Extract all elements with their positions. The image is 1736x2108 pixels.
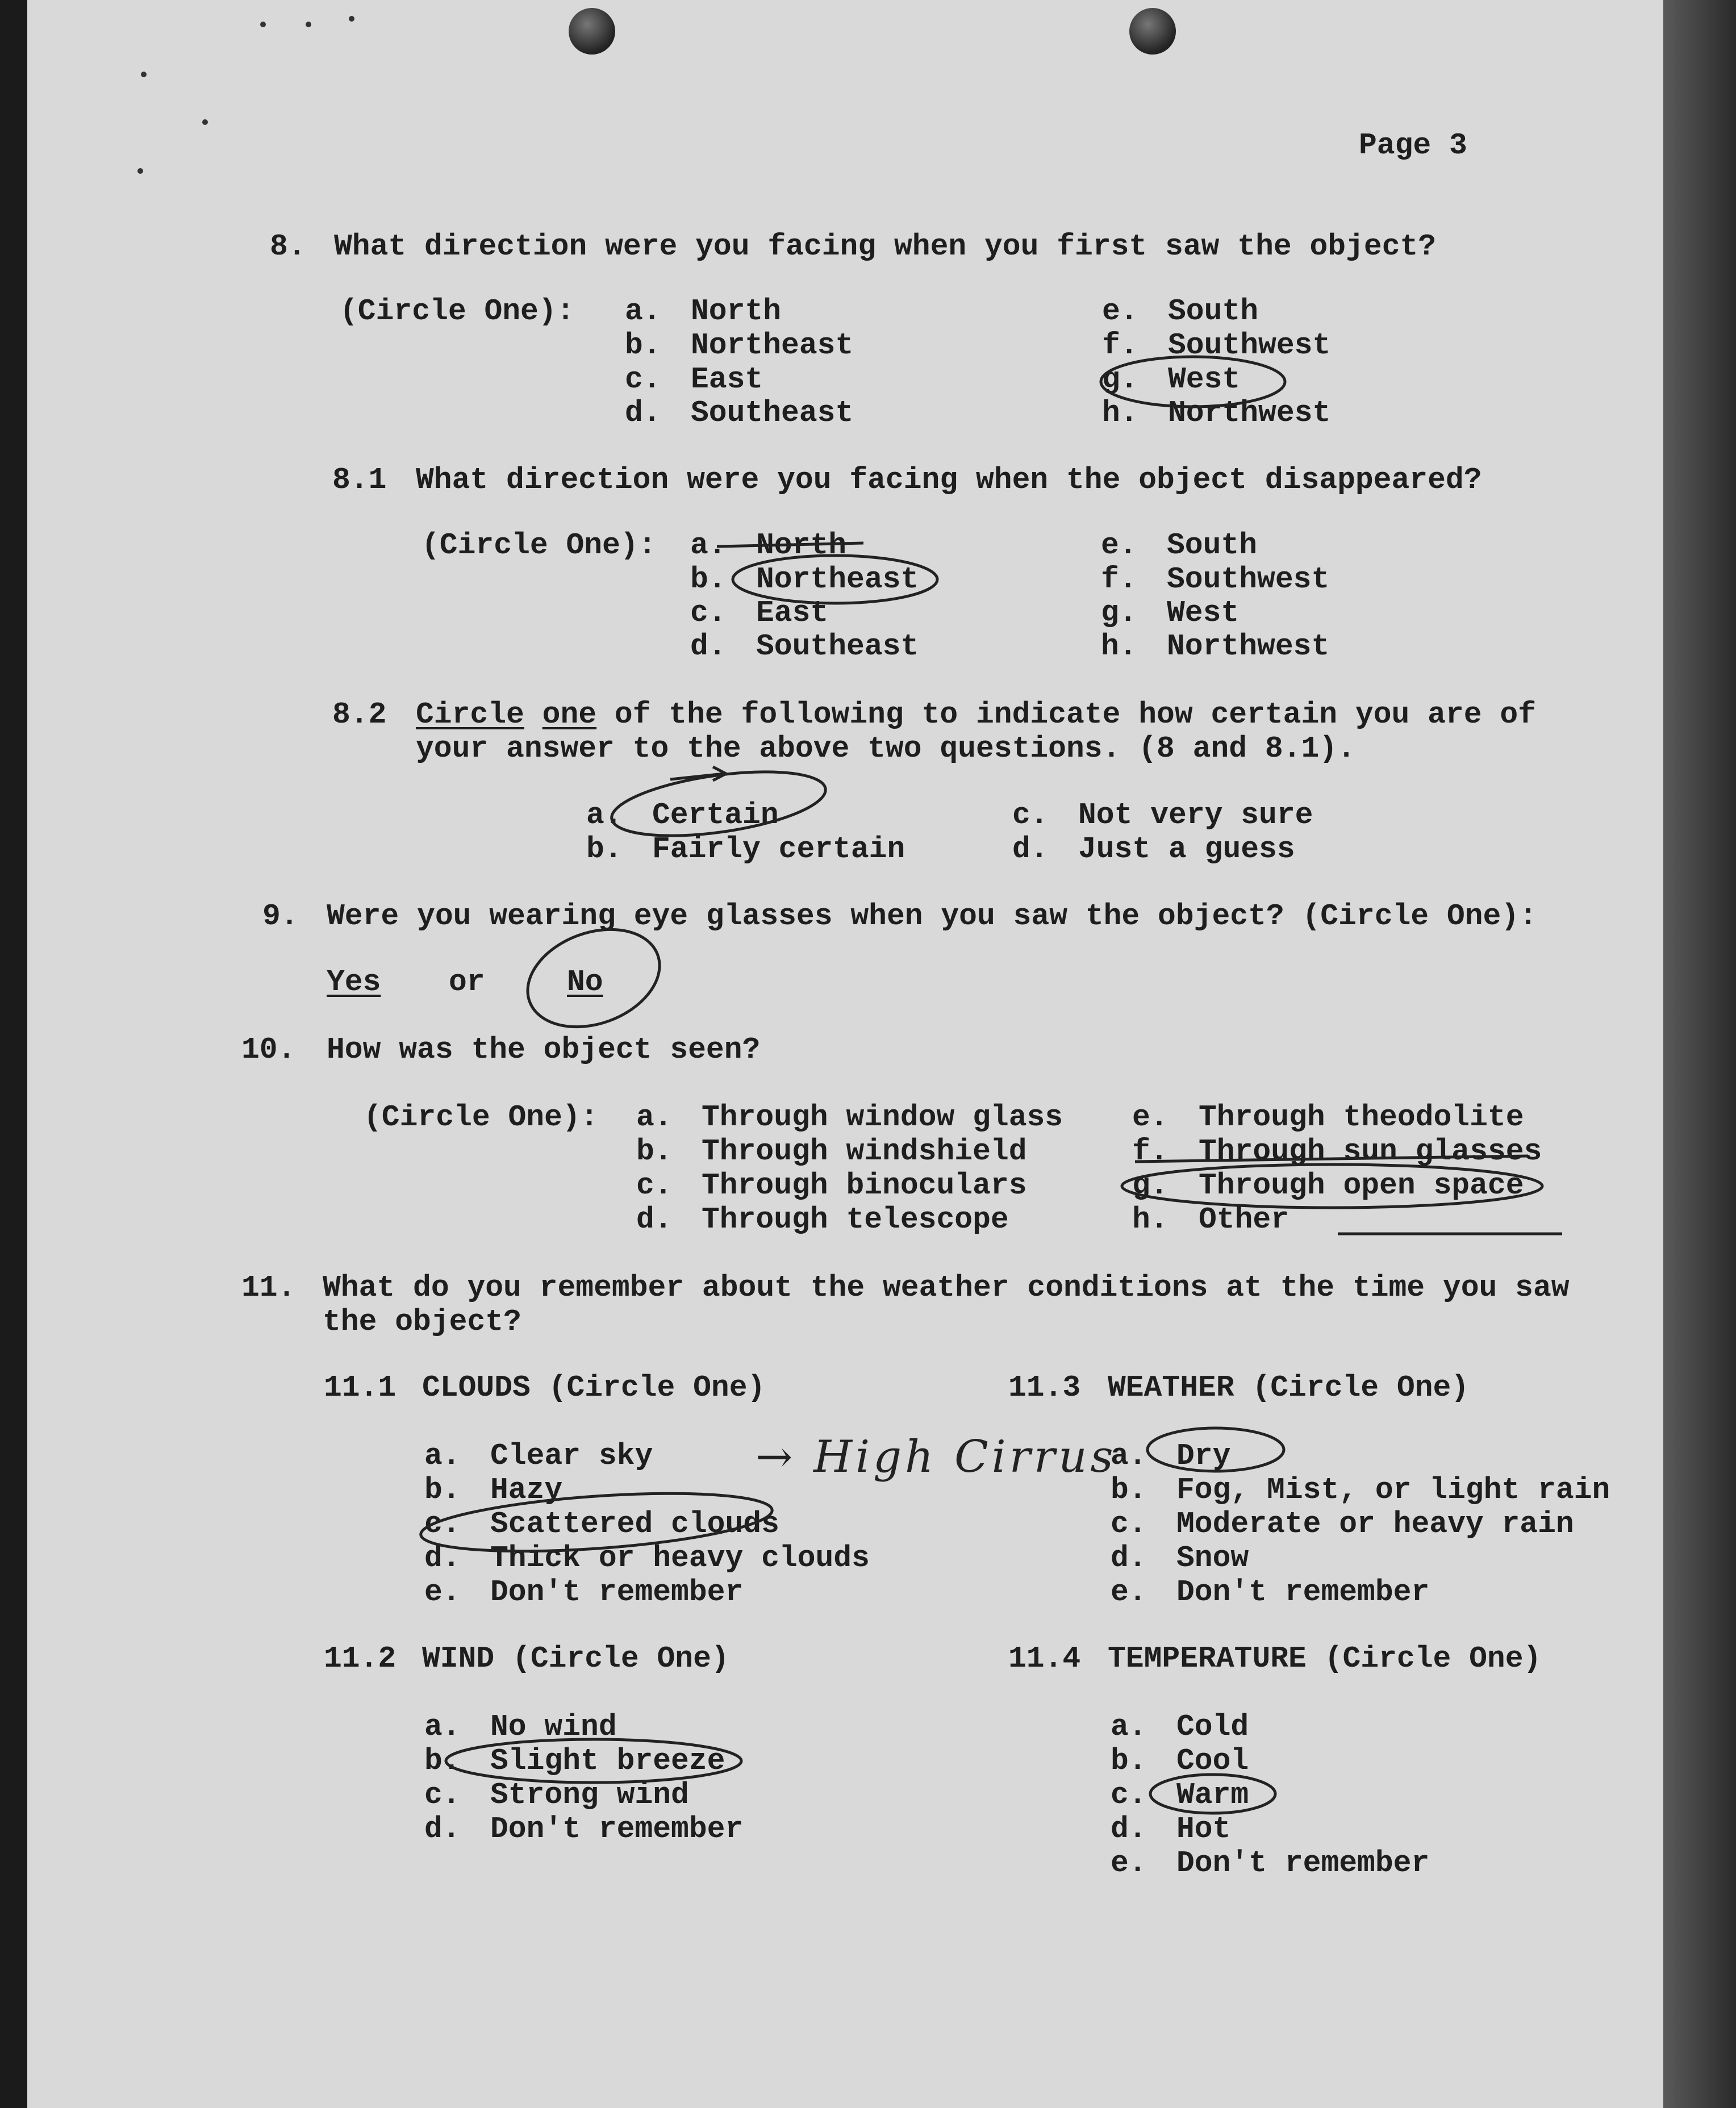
clouds-option-e-letter: e. (424, 1575, 461, 1609)
q8-option-g[interactable]: West (1168, 362, 1241, 396)
q8-1-option-e[interactable]: South (1167, 528, 1258, 562)
clouds-option-a-letter: a. (424, 1439, 461, 1473)
q8-option-e-letter: e. (1102, 294, 1138, 328)
q8-option-d[interactable]: Southeast (691, 396, 854, 430)
clouds-option-c-letter: c. (424, 1507, 461, 1541)
page-number: Page 3 (1359, 128, 1467, 162)
q10-option-d[interactable]: Through telescope (702, 1203, 1009, 1237)
clouds-number: 11.1 (324, 1371, 397, 1405)
dust-speck (306, 22, 311, 27)
q8-question: What direction were you facing when you first saw the object? (334, 229, 1437, 264)
q8-option-a-letter: a. (625, 294, 661, 328)
handwritten-note-high-cirrus: → High Cirrus (756, 1431, 1117, 1483)
q10-option-b[interactable]: Through windshield (702, 1134, 1027, 1168)
q8-1-question: What direction were you facing when the object disappeared? (416, 463, 1482, 497)
wind-option-c-letter: c. (424, 1778, 461, 1812)
q10-instruction: (Circle One): (364, 1100, 599, 1134)
q11-question-line2: the object? (323, 1305, 521, 1339)
q9-yes-option[interactable]: Yes (327, 965, 381, 999)
weather-title: WEATHER (Circle One) (1108, 1371, 1470, 1405)
q8-2-question-line2: your answer to the above two questions. (8 and 8.1). (416, 732, 1355, 766)
q8-1-option-h[interactable]: Northwest (1167, 629, 1330, 663)
dust-speck (260, 22, 266, 27)
clouds-option-e[interactable]: Don't remember (490, 1575, 744, 1609)
dust-speck (141, 72, 147, 77)
q8-1-option-f[interactable]: Southwest (1167, 562, 1330, 596)
q8-1-number: 8.1 (332, 463, 387, 497)
q10-option-h[interactable]: Other (1199, 1203, 1290, 1237)
q8-1-option-f-letter: f. (1101, 562, 1137, 596)
clouds-option-b-letter: b. (424, 1473, 461, 1507)
wind-option-b-letter: b. (424, 1744, 461, 1778)
q9-no-option[interactable]: No (567, 965, 603, 999)
q10-option-c[interactable]: Through binoculars (702, 1168, 1027, 1203)
temperature-option-b[interactable]: Cool (1176, 1744, 1249, 1778)
q8-1-instruction: (Circle One): (422, 528, 657, 562)
q8-2-option-a[interactable]: Certain (652, 798, 779, 832)
dust-speck (349, 16, 354, 22)
circle-word: Circle (416, 698, 524, 732)
clouds-option-d[interactable]: Thick or heavy clouds (490, 1541, 870, 1575)
punch-hole-right (1129, 8, 1176, 55)
weather-option-a[interactable]: Dry (1176, 1439, 1231, 1473)
q8-2-option-c[interactable]: Not very sure (1078, 798, 1313, 832)
wind-number: 11.2 (324, 1642, 397, 1676)
q10-option-g[interactable]: Through open space (1199, 1168, 1524, 1203)
q10-option-c-letter: c. (636, 1168, 673, 1203)
temperature-option-a-letter: a. (1111, 1710, 1147, 1744)
q8-1-option-c[interactable]: East (756, 596, 829, 630)
temperature-option-a[interactable]: Cold (1176, 1710, 1249, 1744)
q8-option-a[interactable]: North (691, 294, 782, 328)
temperature-option-c-letter: c. (1111, 1778, 1147, 1812)
weather-option-c[interactable]: Moderate or heavy rain (1176, 1507, 1574, 1541)
wind-option-a-letter: a. (424, 1710, 461, 1744)
temperature-option-c[interactable]: Warm (1176, 1778, 1249, 1812)
dust-speck (202, 119, 208, 125)
wind-option-d-letter: d. (424, 1812, 461, 1846)
q10-option-a[interactable]: Through window glass (702, 1100, 1063, 1134)
weather-option-d-letter: d. (1111, 1541, 1147, 1575)
q8-option-b[interactable]: Northeast (691, 328, 854, 362)
weather-option-e[interactable]: Don't remember (1176, 1575, 1430, 1609)
clouds-option-d-letter: d. (424, 1541, 461, 1575)
clouds-title: CLOUDS (Circle One) (422, 1371, 766, 1405)
q8-option-f-letter: f. (1102, 328, 1138, 362)
q9-or-text: or (449, 965, 485, 999)
q8-2-option-d[interactable]: Just a guess (1078, 832, 1295, 866)
wind-option-c[interactable]: Strong wind (490, 1778, 689, 1812)
q8-1-option-e-letter: e. (1101, 528, 1137, 562)
q8-2-option-b-letter: b. (586, 832, 623, 866)
clouds-option-b[interactable]: Hazy (490, 1473, 563, 1507)
q8-2-number: 8.2 (332, 698, 387, 732)
weather-option-a-letter: a. (1111, 1439, 1147, 1473)
q8-1-option-a-letter: a. (690, 528, 727, 562)
one-word: one (542, 698, 597, 732)
q8-2-line1-rest: of the following to indicate how certain you are of (614, 698, 1536, 732)
q9-question: Were you wearing eye glasses when you saw the object? (Circle One): (327, 899, 1537, 933)
q8-option-g-letter: g. (1102, 362, 1138, 396)
q8-option-d-letter: d. (625, 396, 661, 430)
q8-option-h[interactable]: Northwest (1168, 396, 1331, 430)
weather-option-b[interactable]: Fog, Mist, or light rain (1176, 1473, 1610, 1507)
q8-number: 8. (270, 229, 306, 264)
temperature-option-e-letter: e. (1111, 1846, 1147, 1880)
temperature-number: 11.4 (1008, 1642, 1081, 1676)
q10-option-g-letter: g. (1132, 1168, 1169, 1203)
q10-option-a-letter: a. (636, 1100, 673, 1134)
q8-1-option-b[interactable]: Northeast (756, 562, 919, 596)
q8-1-option-a[interactable]: North (756, 528, 847, 562)
q8-1-option-b-letter: b. (690, 562, 727, 596)
q8-1-option-d-letter: d. (690, 629, 727, 663)
q10-option-f-letter: f. (1132, 1134, 1169, 1168)
q8-option-c-letter: c. (625, 362, 661, 396)
q8-2-option-b[interactable]: Fairly certain (652, 832, 905, 866)
q8-2-option-c-letter: c. (1012, 798, 1049, 832)
clouds-option-c[interactable]: Scattered clouds (490, 1507, 779, 1541)
q8-option-c[interactable]: East (691, 362, 763, 396)
q9-number: 9. (262, 899, 299, 933)
q8-1-option-g-letter: g. (1101, 596, 1137, 630)
temperature-option-d-letter: d. (1111, 1812, 1147, 1846)
wind-option-a[interactable]: No wind (490, 1710, 617, 1744)
q8-1-option-g[interactable]: West (1167, 596, 1240, 630)
weather-option-d[interactable]: Snow (1176, 1541, 1249, 1575)
q8-1-option-d[interactable]: Southeast (756, 629, 919, 663)
q10-option-h-letter: h. (1132, 1203, 1169, 1237)
q8-2-option-d-letter: d. (1012, 832, 1049, 866)
wind-option-b[interactable]: Slight breeze (490, 1744, 725, 1778)
punch-hole-left (569, 8, 615, 55)
clouds-option-a[interactable]: Clear sky (490, 1439, 653, 1473)
weather-number: 11.3 (1008, 1371, 1081, 1405)
q8-option-f[interactable]: Southwest (1168, 328, 1331, 362)
weather-option-c-letter: c. (1111, 1507, 1147, 1541)
q8-option-e[interactable]: South (1168, 294, 1259, 328)
temperature-option-e[interactable]: Don't remember (1176, 1846, 1430, 1880)
temperature-option-b-letter: b. (1111, 1744, 1147, 1778)
temperature-option-d[interactable]: Hot (1176, 1812, 1231, 1846)
q8-2-question-line1 (416, 698, 1536, 732)
wind-title: WIND (Circle One) (422, 1642, 729, 1676)
dust-speck (137, 168, 143, 174)
q10-option-d-letter: d. (636, 1203, 673, 1237)
q10-option-b-letter: b. (636, 1134, 673, 1168)
q10-number: 10. (241, 1033, 296, 1067)
temperature-title: TEMPERATURE (Circle One) (1108, 1642, 1542, 1676)
q10-question: How was the object seen? (327, 1033, 761, 1067)
q8-1-option-h-letter: h. (1101, 629, 1137, 663)
weather-option-b-letter: b. (1111, 1473, 1147, 1507)
q8-2-option-a-letter: a. (586, 798, 623, 832)
weather-option-e-letter: e. (1111, 1575, 1147, 1609)
q8-1-option-c-letter: c. (690, 596, 727, 630)
q10-option-e[interactable]: Through theodolite (1199, 1100, 1524, 1134)
q8-option-b-letter: b. (625, 328, 661, 362)
q11-number: 11. (241, 1271, 296, 1305)
q8-option-h-letter: h. (1102, 396, 1138, 430)
q10-option-e-letter: e. (1132, 1100, 1169, 1134)
q11-question-line1: What do you remember about the weather conditions at the time you saw (323, 1271, 1570, 1305)
q10-option-f[interactable]: Through sun glasses (1199, 1134, 1542, 1168)
page-edge-shadow (1663, 0, 1736, 2108)
q8-instruction: (Circle One): (340, 294, 575, 328)
wind-option-d[interactable]: Don't remember (490, 1812, 744, 1846)
